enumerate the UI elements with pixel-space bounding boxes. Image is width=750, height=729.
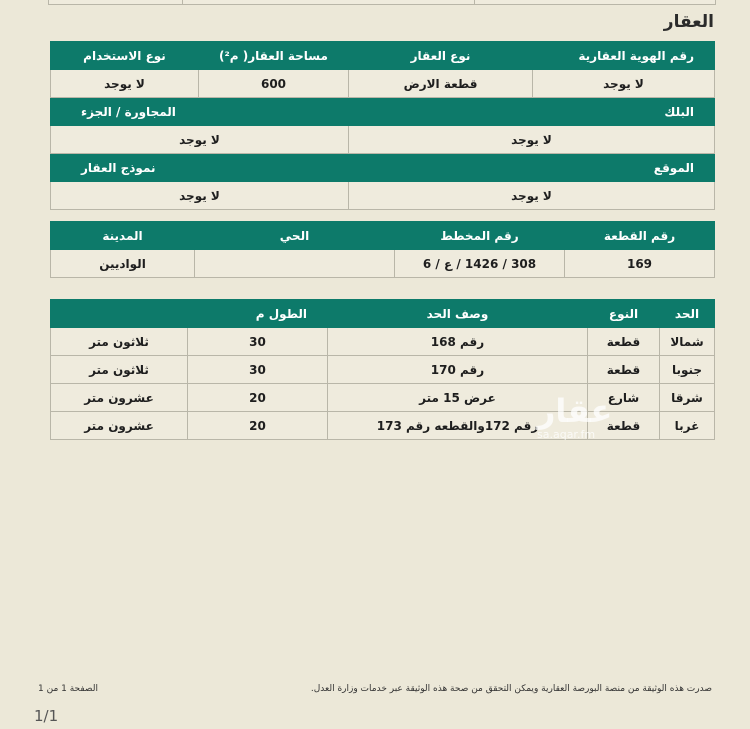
property-header-row-3 <box>51 154 715 182</box>
property-table <box>50 41 715 210</box>
boundary-direction: شمالا <box>660 328 715 356</box>
header-neighborhood-part: المجاورة / الجزء <box>51 98 349 126</box>
header-property-type: نوع العقار <box>349 42 533 70</box>
header-boundary-type: النوع <box>588 300 660 328</box>
plot-header-row <box>51 222 715 250</box>
section-title: العقار <box>663 12 714 32</box>
boundary-length-number: 30 <box>188 356 328 384</box>
value-property-area: 600 <box>199 70 349 98</box>
header-boundary: الحد <box>660 300 715 328</box>
value-neighborhood-part: لا يوجد <box>51 126 349 154</box>
boundary-row <box>51 356 715 384</box>
boundary-direction: جنوبا <box>660 356 715 384</box>
boundary-type: قطعة <box>588 356 660 384</box>
boundary-type: شارع <box>588 384 660 412</box>
value-block: لا يوجد <box>349 126 715 154</box>
boundary-length-number: 20 <box>188 412 328 440</box>
value-property-id: لا يوجد <box>533 70 715 98</box>
header-location: الموقع <box>349 154 715 182</box>
boundary-length-number: 30 <box>188 328 328 356</box>
header-usage-type: نوع الاستخدام <box>51 42 199 70</box>
boundaries-table <box>50 299 715 440</box>
value-location: لا يوجد <box>349 182 715 210</box>
aqar-watermark <box>537 392 612 441</box>
boundary-direction: غربا <box>660 412 715 440</box>
boundary-row <box>51 328 715 356</box>
property-value-row-2 <box>51 126 715 154</box>
boundary-type: قطعة <box>588 328 660 356</box>
previous-table-edge <box>48 0 716 5</box>
header-length: الطول م <box>51 300 328 328</box>
header-plot-number: رقم القطعة <box>565 222 715 250</box>
property-header-row-2 <box>51 98 715 126</box>
boundary-description: رقم 168 <box>328 328 588 356</box>
boundary-description: رقم 172والقطعه رقم 173 <box>328 412 588 440</box>
boundary-length-number: 20 <box>188 384 328 412</box>
boundary-length-words: ثلاثون متر <box>51 328 188 356</box>
footer-note: صدرت هذه الوثيقة من منصة البورصة العقارية ويمكن التحقق من صحة هذه الوثيقة عبر خدمات وزارة العدل. <box>310 684 712 694</box>
boundary-type: قطعة <box>588 412 660 440</box>
boundaries-header-row <box>51 300 715 328</box>
plot-value-row <box>51 250 715 278</box>
property-value-row-3 <box>51 182 715 210</box>
value-plan-number: 308 / 1426 / ع / 6 <box>395 250 565 278</box>
boundary-row <box>51 384 715 412</box>
boundary-row <box>51 412 715 440</box>
header-property-id: رقم الهوية العقارية <box>533 42 715 70</box>
header-plan-number: رقم المخطط <box>395 222 565 250</box>
boundary-description: عرض 15 متر <box>328 384 588 412</box>
property-header-row-1 <box>51 42 715 70</box>
watermark-url: sa.aqar.fm <box>537 428 596 441</box>
value-plot-number: 169 <box>565 250 715 278</box>
plot-table <box>50 221 715 278</box>
watermark-logo: عقار <box>537 392 613 430</box>
header-property-model: نموذج العقار <box>51 154 349 182</box>
value-property-model: لا يوجد <box>51 182 349 210</box>
header-boundary-description: وصف الحد <box>328 300 588 328</box>
header-district: الحي <box>195 222 395 250</box>
page-count: 1/1 <box>34 707 59 725</box>
boundary-description: رقم 170 <box>328 356 588 384</box>
boundary-length-words: ثلاثون متر <box>51 356 188 384</box>
property-value-row-1 <box>51 70 715 98</box>
boundary-length-words: عشرون متر <box>51 412 188 440</box>
header-block: البلك <box>349 98 715 126</box>
value-district <box>195 250 395 278</box>
footer-page-label: الصفحة 1 من 1 <box>38 684 98 694</box>
value-city: الواديين <box>51 250 195 278</box>
boundary-length-words: عشرون متر <box>51 384 188 412</box>
value-property-type: قطعة الارض <box>349 70 533 98</box>
value-usage-type: لا يوجد <box>51 70 199 98</box>
boundary-direction: شرقا <box>660 384 715 412</box>
header-property-area: مساحة العقار( م²) <box>199 42 349 70</box>
header-city: المدينة <box>51 222 195 250</box>
